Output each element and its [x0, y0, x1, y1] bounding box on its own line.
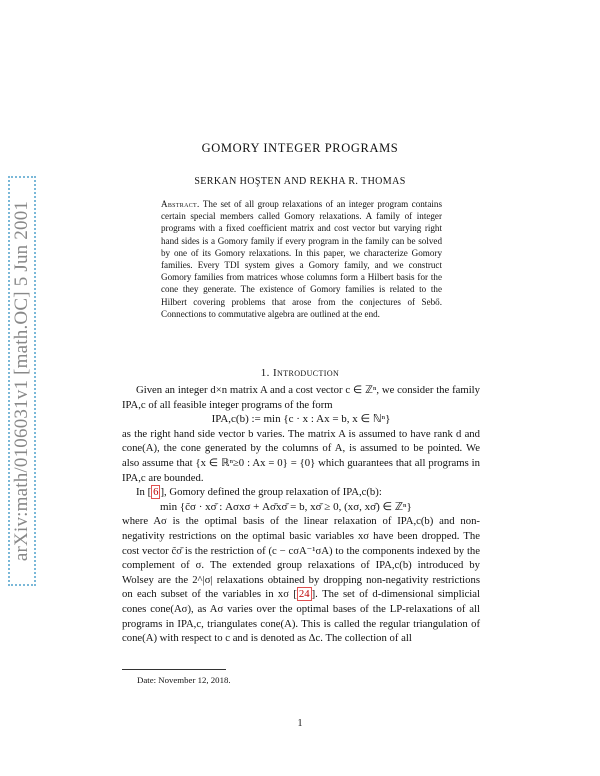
section-heading: 1. Introduction [260, 367, 340, 379]
abstract [161, 198, 442, 320]
paragraph-2: as the right hand side vector b varies. The matrix A is assumed to have rank d and cone(A), the cone generated by the columns of A, is assumed to be pointed. We also assume that {x ∈ ℝⁿ≥0 : Ax = 0} = {0} which guarantees that all programs in IPA,c are bounded. [122, 427, 480, 484]
abstract-heading: Abstract. [161, 199, 200, 209]
abstract-text: The set of all group relaxations of an integer program contains certain special members called Gomory relaxations. A family of integer programs with a fixed coefficient matrix and cost vector but varying right hand sides is a Gomory family if every program in the family can be solved by one of its Gomory relaxations. In this paper, we characterize Gomory families. Every TDI system gives a Gomory family, and we construct Gomory families from matrices whose columns form a Hilbert basis for the cone they generate. The existence of Gomory families is related to the Hilbert covering problems that arose from the conjectures of Sebő. Connections to commutative algebra are outlined at the end. [161, 199, 442, 319]
paragraph-3-post: , Gomory defined the group relaxation of IPA,c(b): [164, 486, 382, 499]
paragraph-3-pre: In [136, 486, 145, 499]
citation-link[interactable]: 24 [298, 588, 310, 601]
equation-1: IPA,c(b) := min {c · x : Ax = b, x ∈ ℕⁿ} [211, 413, 391, 426]
equation-2: min {c̃σ · xσ̄ : Aσxσ + Aσ̄xσ̄ = b, xσ̄ ≥ 0, (xσ, xσ̄) ∈ ℤⁿ} [160, 500, 412, 513]
footnote-rule [122, 669, 226, 670]
paragraph-3: In [ 6 ], Gomory defined the group relaxation of IPA,c(b): [136, 486, 382, 499]
footnote: Date: November 12, 2018. [137, 675, 231, 685]
paragraph-4: where Aσ is the optimal basis of the linear relaxation of IPA,c(b) and non-negativity restrictions on the optimal basic variables xσ have been dropped. The cost vector c̃σ̄ is the restriction of (c − cσA⁻¹σA) to the components indexed by the complement of σ. The extended group relaxations of IPA,c(b) introduced by Wolsey are the 2^|σ| relaxations obtained by dropping non-negativity restrictions on each subset of the variables in xσ [ 24 ]. The set of d-dimensional simplicial cones cone(Aσ), as Aσ varies over the optimal bases of the LP-relaxations of all programs in IPA,c, triangulates cone(A). This is called the regular triangulation of cone(A) with respect to c and is denoted as Δc. The collection of all [122, 515, 480, 645]
body-text [122, 383, 480, 646]
citation-link[interactable]: 6 [153, 486, 159, 499]
paragraph-1: Given an integer d×n matrix A and a cost vector c ∈ ℤⁿ, we consider the family IPA,c of all feasible integer programs of the form [122, 384, 480, 411]
paper-authors: SERKAN HOŞTEN AND REKHA R. THOMAS [194, 176, 406, 187]
paper-title: GOMORY INTEGER PROGRAMS [201, 141, 399, 155]
arxiv-stamp [8, 176, 36, 586]
paragraph-4-pre: where Aσ is the optimal basis of the linear relaxation of IPA,c(b) and non-negativity restrictions on the optimal basic variables xσ have been dropped. The cost vector c̃σ̄ is the restriction of (c − cσA⁻¹σA) to the components indexed by the complement of σ. The extended group relaxations of IPA,c(b) introduced by Wolsey are the 2^|σ| relaxations obtained by dropping non-negativity restrictions on each subset of the variables in xσ [122, 515, 480, 601]
paragraph-4-post: . The set of d-dimensional simplicial cones cone(Aσ), as Aσ varies over the optimal bases of the LP-relaxations of all programs in IPA,c, triangulates cone(A). This is called the regular triangulation of cone(A) with respect to c and is denoted as Δc. The collection of all [122, 588, 480, 645]
page-number: 1 [297, 718, 303, 729]
arxiv-stamp-text: arXiv:math/0106031v1 [math.OC] 5 Jun 2001 [11, 200, 32, 562]
